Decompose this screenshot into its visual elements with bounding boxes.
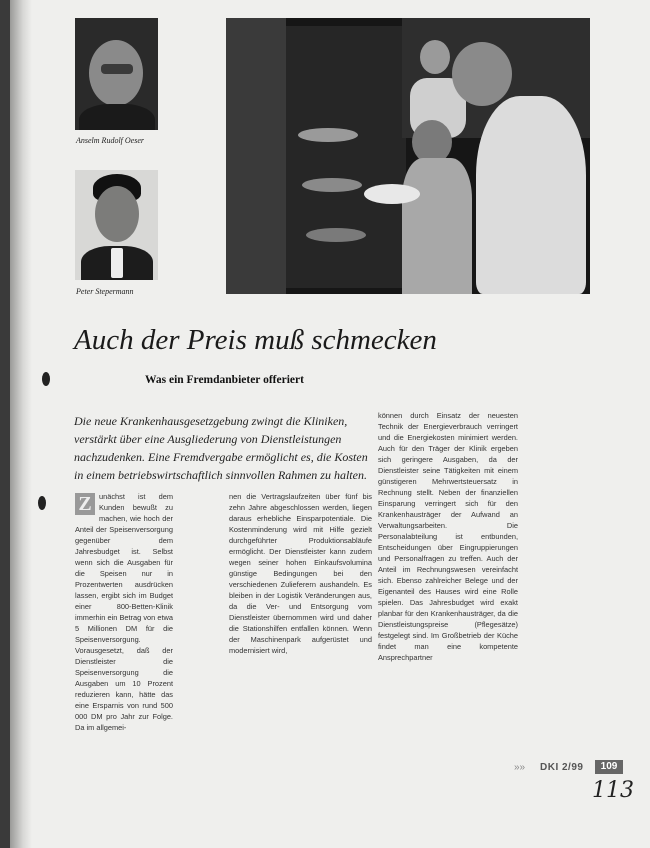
column-text: unächst ist dem Kunden bewußt zu machen, wie hoch der Anteil der Speisenversorgung gegenüber dem Jahresbudget ist. Selbst wenn sich die Ausgaben für die Speisen nur in Prozentwerten ausdrücken lassen, ergibt sich im Budget einer 800-Betten-Klinik immerhin ein Betrag von etwa 5 Millionen DM für die Speisenversorgung. Vorausgesetzt, daß der Dienstleister die Speisenversorgung die Ausgaben um 10 Prozent reduzieren kann, hätte das eine Ersparnis von rund 500 000 DM pro Jahr zur Folge. Da im allgemei-: [75, 492, 173, 732]
text-column-2: [229, 491, 372, 656]
kitchen-photo: [226, 18, 590, 294]
footer-arrows: »»: [514, 762, 526, 773]
portrait-photo: [75, 18, 158, 130]
column-text: nen die Vertragslaufzeiten über fünf bis zehn Jahre abgeschlossen werden, liegen daraus erhebliche Einsparpotentiale. Die Kostenminderung wird mit Hilfe gezielt durchgeführter Produktionsabläufe ermöglicht. Der Dienstleister kann zudem wegen seiner hohen Einkaufsvolumina günstige Bedingungen bei den verschiedenen Zulieferern aushandeln. Es bleiben in der Logistik Veränderungen aus, da die Ver- und Entsorgung vom Dienstleister übernommen wird und daher die Stationshilfen entfallen können. Wenn der Maschinenpark aufgerüstet und modernisiert wird,: [229, 492, 372, 655]
text-column-3: [378, 410, 518, 663]
drop-cap: Z: [75, 493, 95, 515]
portrait-photo: [75, 170, 158, 280]
portrait-caption: Peter Stepermann: [76, 287, 134, 296]
magazine-issue: DKI 2/99: [540, 762, 584, 773]
binding-hole: [42, 372, 50, 386]
binding-hole: [38, 496, 46, 510]
binding-gutter: [10, 0, 32, 848]
column-text: können durch Einsatz der neuesten Technik der Energieverbrauch verringert und die Energiekosten minimiert werden. Auch für den Träger der Klinik ergeben sich geringere Ausgaben, da der Dienstleister seine Tätigkeiten mit einem günstigeren Mehrwertsteuersatz in Rechnung stellt. Neben der finanziellen Einsparung verringert sich für den Krankenhausträger der Aufwand an Verwaltungsarbeiten. Die Personalabteilung ist entbunden, Entscheidungen über Eingruppierungen und Personalfragen zu treffen. Auch der Anteil im Rechnungswesen vereinfacht sich. Ebenso zahlreicher Belege und der Eigenanteil des Hauses wird eine Rolle spielen. Das Jahresbudget wird exakt planbar für den Krankenhausträger, da die Dienstleistungspreise (Pflegesätze) festgelegt sind. Im Großbetrieb der Küche findet man eine kompetente Ansprechpartner: [378, 411, 518, 662]
portrait-caption: Anselm Rudolf Oeser: [76, 136, 144, 145]
page-number: 109: [595, 760, 623, 774]
handwritten-page-number: 113: [592, 778, 634, 803]
text-column-1: [75, 491, 173, 733]
article-lead: Die neue Krankenhausgesetzgebung zwingt die Kliniken, verstärkt über eine Ausgliederung von Dienstleistungen nachzudenken. Eine Fremdvergabe ermöglicht es, die Kosten in einem betriebswirtschaftlich sinnvollen Rahmen zu halten.: [74, 414, 368, 482]
article-subheadline: Was ein Fremdanbieter offeriert: [145, 374, 304, 386]
article-headline: Auch der Preis muß schmecken: [74, 324, 437, 356]
